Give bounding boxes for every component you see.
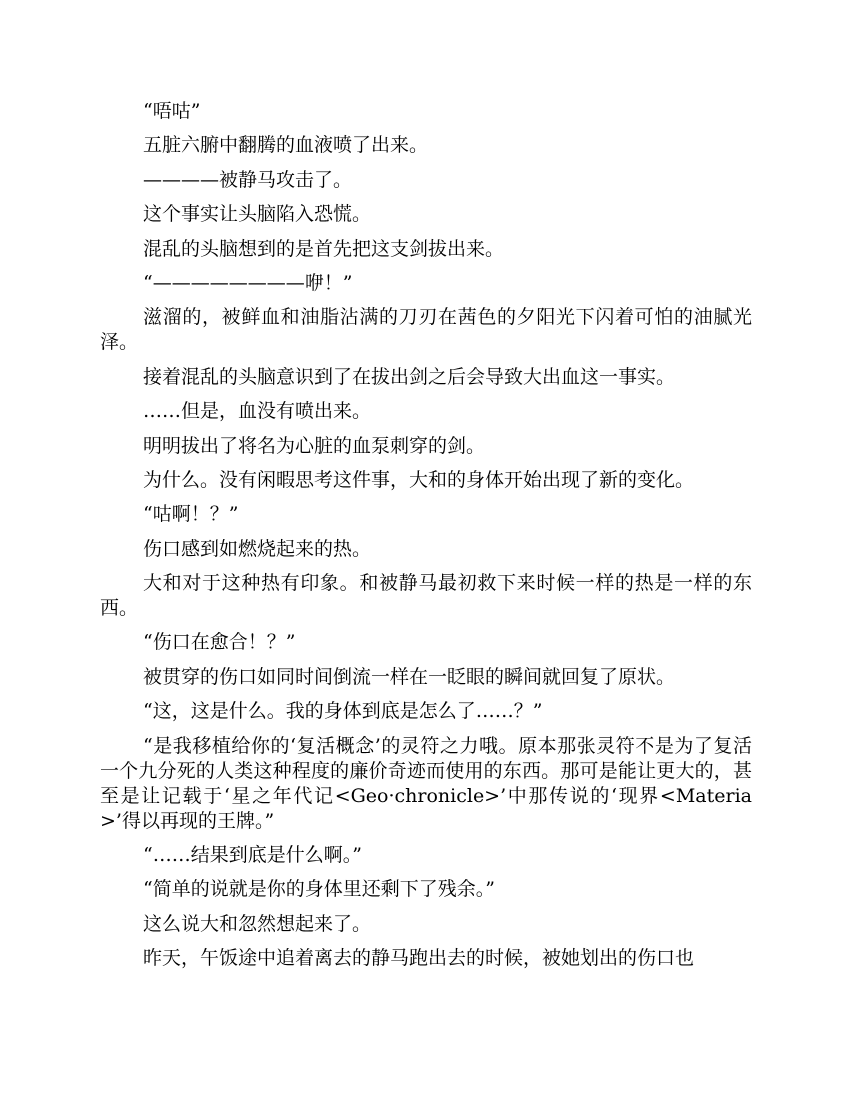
- paragraph: “这，这是什么。我的身体到底是怎么了……？”: [143, 700, 543, 723]
- paragraph: 昨天，午饭途中追着离去的静马跑出去的时候，被她划出的伤口也: [143, 947, 695, 970]
- paragraph: 明明拔出了将名为心脏的血泵刺穿的剑。: [143, 434, 486, 457]
- paragraph: 这个事实让头脑陷入恐慌。: [143, 203, 372, 226]
- paragraph: ————被静马攻击了。: [143, 168, 353, 191]
- paragraph: “是我移植给你的‘复活概念’的灵符之力哦。原本那张灵符不是为了复活一个九分死的人类这种程度的廉价奇迹而使用的东西。那可是能让更大的，甚至是让记载于‘星之年代记<Geo·chronicle>’中那传说的‘现界<Materia>’得以再现的王牌。”: [100, 734, 752, 832]
- paragraph: “————————咿！”: [143, 271, 353, 294]
- paragraph: ……但是，血没有喷出来。: [143, 400, 372, 423]
- paragraph: 被贯穿的伤口如同时间倒流一样在一眨眼的瞬间就回复了原状。: [143, 665, 676, 688]
- paragraph: 滋溜的，被鲜血和油脂沾满的刀刃在茜色的夕阳光下闪着可怕的油腻光泽。: [100, 306, 752, 354]
- paragraph: 接着混乱的头脑意识到了在拔出剑之后会导致大出血这一事实。: [143, 365, 676, 388]
- paragraph: “唔咕”: [143, 100, 201, 122]
- novel-text-body: [100, 99, 752, 981]
- paragraph: 五脏六腑中翻腾的血液喷了出来。: [143, 134, 429, 157]
- paragraph: “咕啊！？”: [143, 503, 239, 526]
- paragraph: 大和对于这种热有印象。和被静马最初救下来时候一样的热是一样的东西。: [100, 572, 752, 620]
- paragraph: 伤口感到如燃烧起来的热。: [143, 537, 372, 560]
- paragraph: 为什么。没有闲暇思考这件事，大和的身体开始出现了新的变化。: [143, 468, 695, 491]
- paragraph: “……结果到底是什么啊。”: [143, 844, 362, 867]
- paragraph: “伤口在愈合！？”: [143, 631, 296, 654]
- paragraph: 这么说大和忽然想起来了。: [143, 912, 372, 935]
- paragraph: 混乱的头脑想到的是首先把这支剑拔出来。: [143, 237, 505, 260]
- paragraph: “简单的说就是你的身体里还剩下了残余。”: [143, 878, 495, 901]
